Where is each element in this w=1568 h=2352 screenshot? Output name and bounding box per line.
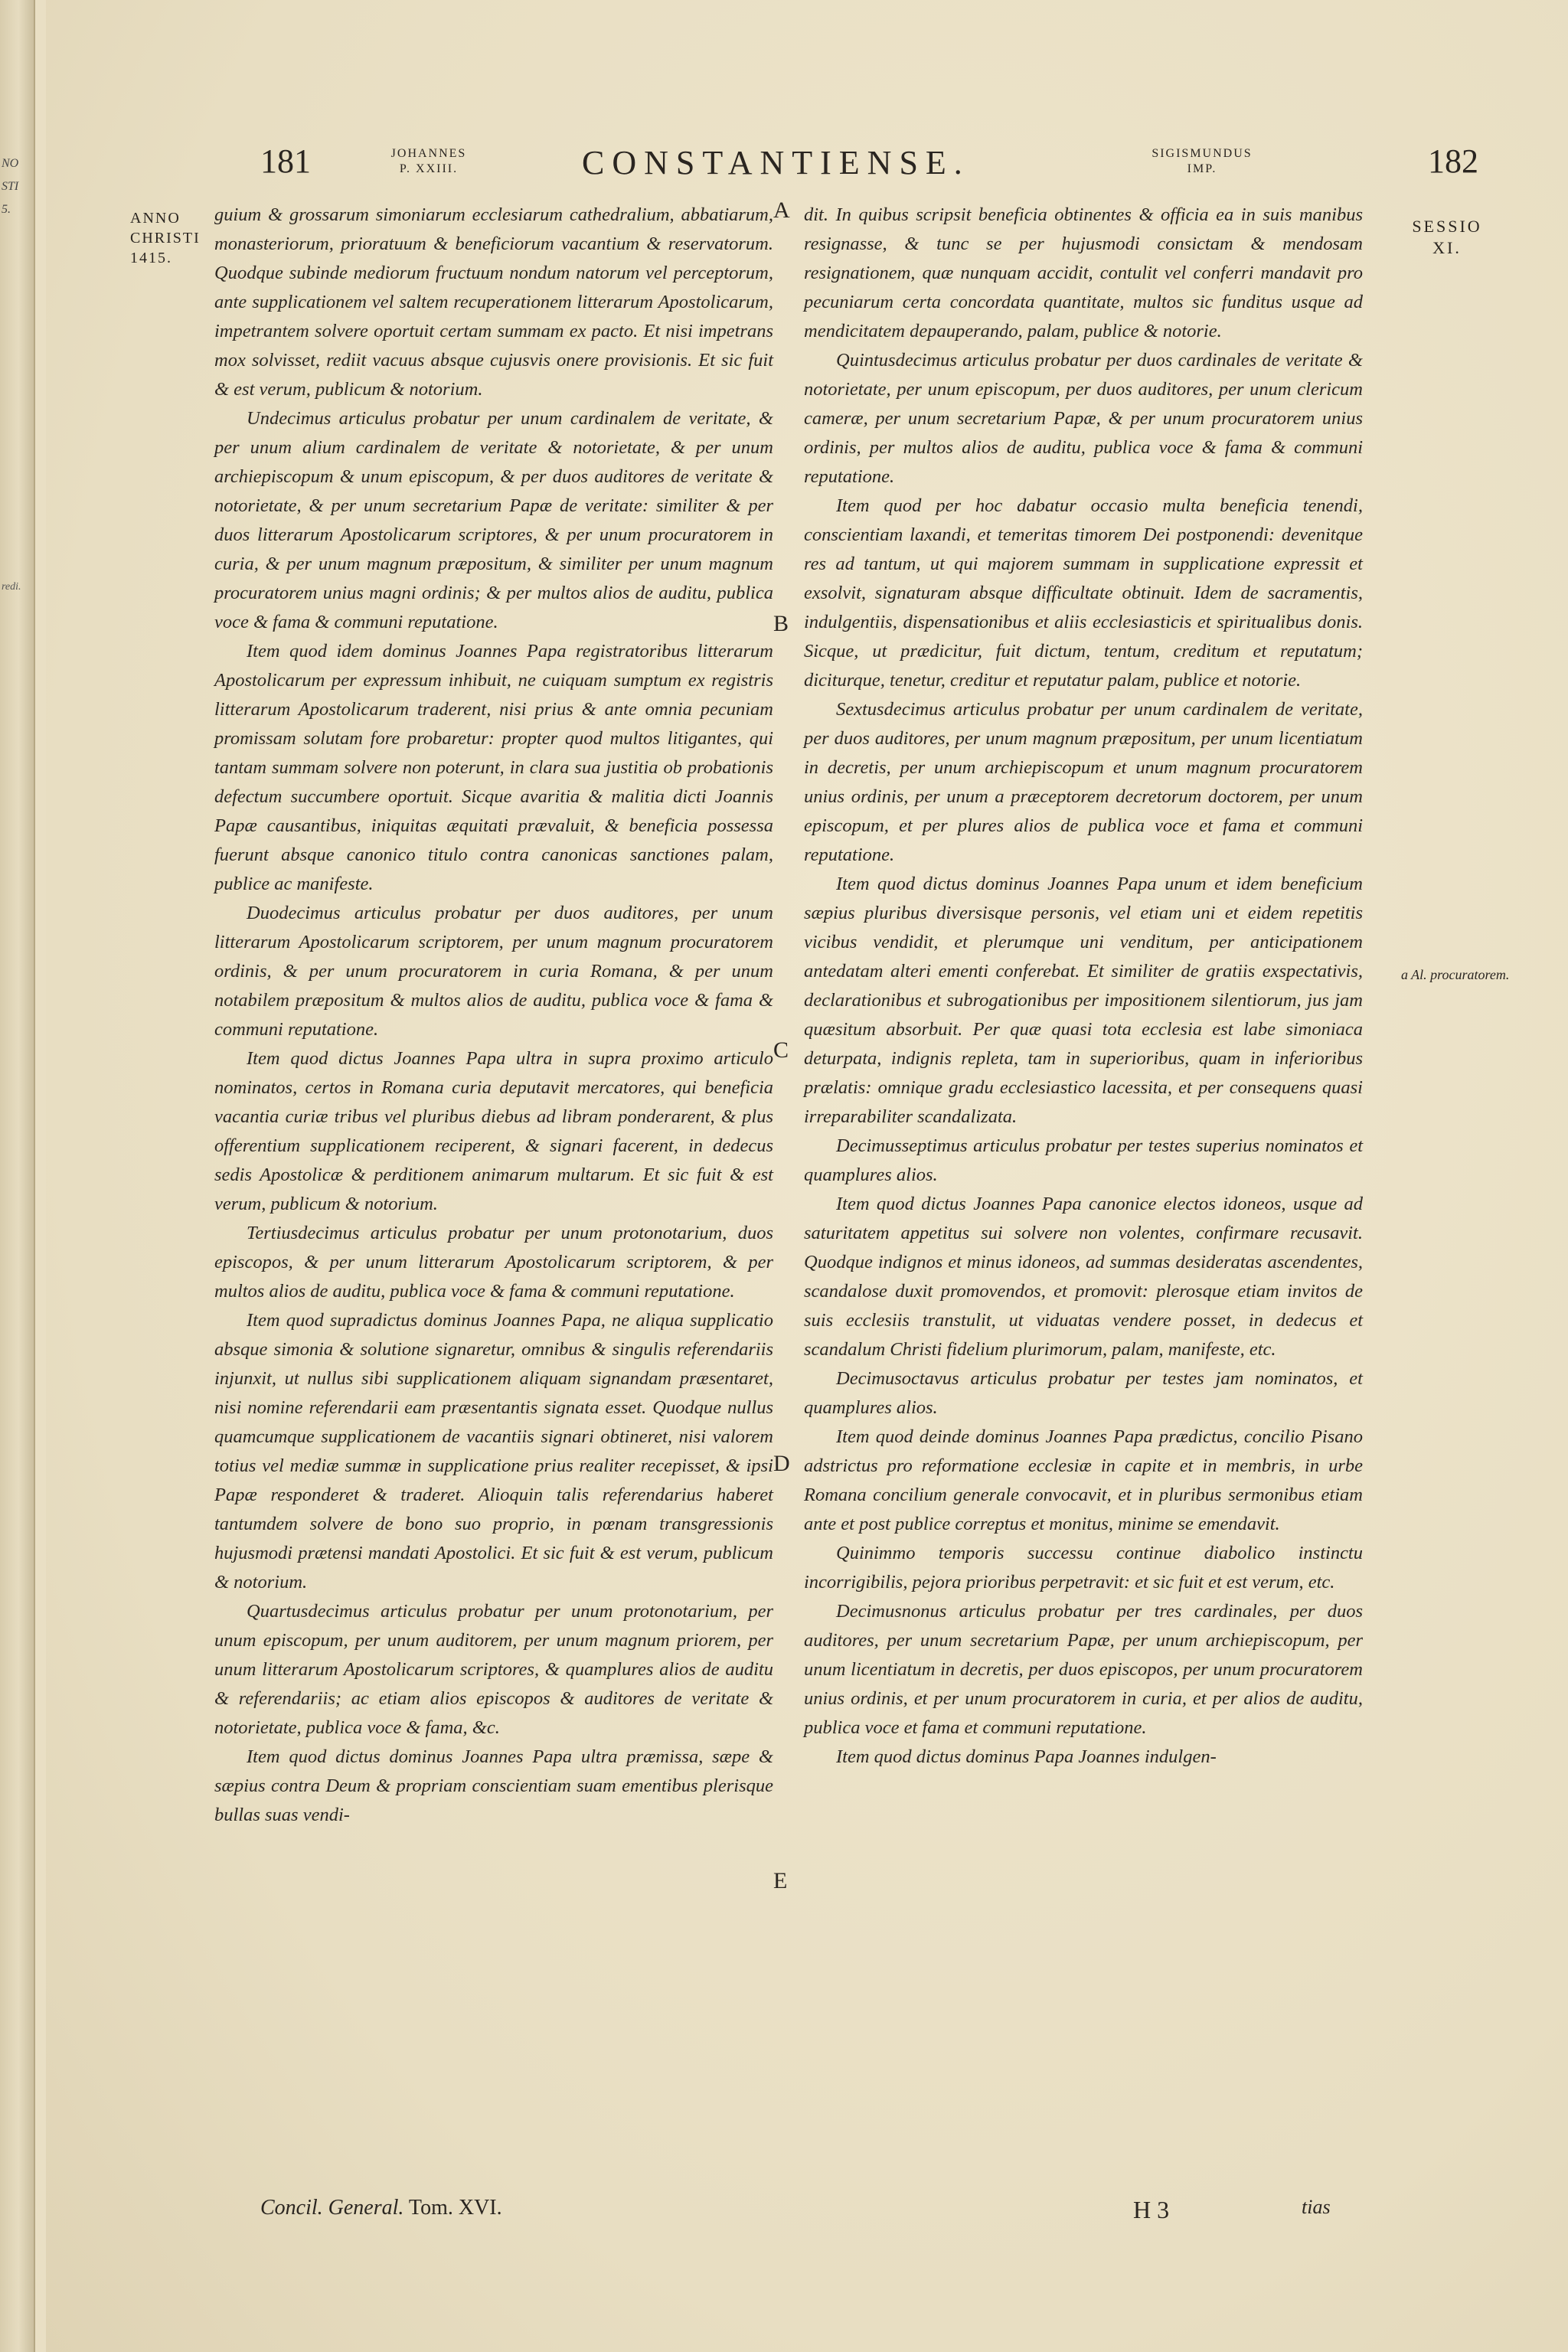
paragraph: Decimusseptimus articulus probatur per testes superius nominatos et quamplures alios. <box>804 1135 1363 1185</box>
anno-line-2: CHRISTI <box>130 230 201 247</box>
margin-footnote: a Al. procuratorem. <box>1401 967 1510 982</box>
paragraph: Undecimus articulus probatur per unum cardinalem de veritate, & per unum alium cardinalem de veritate & notorietate, & per unum archiepiscopum & unum episcopum, & per duos auditores de veritate & notorietate, & per unum secretarium Papæ de veritate: similiter & per duos litterarum Apostolicarum scriptores, & per unum procuratorem in curia, & per unum magnum præpositum, & similiter per unum magnum procuratorem unius magni ordinis; & per multos alios de auditu, publica voce & fama & communi reputatione. <box>214 408 773 632</box>
book-page <box>46 0 1568 2352</box>
signature-label: Concil. General. <box>260 2196 404 2220</box>
page-number-right: 182 <box>1428 142 1478 180</box>
strip-text-1: NO <box>2 157 19 170</box>
page-number-left: 181 <box>260 142 311 180</box>
paragraph: Item quod idem dominus Joannes Papa registratoribus litterarum Apostolicarum per expressum inhibuit, ne cuiquam sumptum ex registris litterarum Apostolicarum traderent, nisi prius & ante omnia pecuniam promissam solutam fore probaretur: propter quod multos litigantes, qui tantam summam solvere non poterunt, in clara sua justitia ob probationis defectum succumbere oportuit. Sicque avaritia & malitia dicti Joannis Papæ causantibus, iniquitas æquitati prævaluit, & beneficia possessa fuerunt absque canonico titulo contra canonicas sanctiones palam, publice ac manifeste. <box>214 641 773 894</box>
left-column <box>214 201 773 1830</box>
paragraph: Quintusdecimus articulus probatur per duos cardinales de veritate & notorietate, per unum episcopum, per duos auditores, per unum clericum cameræ, per unum secretarium Papæ, & per unum procuratorem unius ordinis, per multos alios de auditu, publica voce & fama & communi reputatione. <box>804 350 1363 487</box>
running-header <box>214 142 1478 195</box>
paragraph: Duodecimus articulus probatur per duos auditores, per unum litterarum Apostolicarum scriptorem, per unum magnum procuratorem ordinis, & per unum procuratorem in curia Romana, & per unum notabilem præpositum & multos alios de auditu, publica voce & fama & communi reputatione. <box>214 903 773 1040</box>
signature-tome: Tom. XVI. <box>408 2196 502 2220</box>
paragraph: dit. In quibus scripsit beneficia obtinentes & officia ea in suis manibus resignasse, & tunc se per hujusmodi consictam & mendosam resignationem, quæ nunquam accidit, contulit vel conferri mandavit pro pecuniarum certa concordata quantitate, multos sic funditus usque ad mendicitatem depauperando, palam, publice & notorie. <box>804 204 1363 341</box>
runner-right <box>1118 146 1286 177</box>
runner-left-bottom: P. XXIII. <box>399 162 459 175</box>
page-title: CONSTANTIENSE. <box>582 144 970 181</box>
sessio-line-1: SESSIO <box>1412 217 1482 236</box>
anno-line-3: 1415. <box>130 250 172 266</box>
paragraph: Item quod per hoc dabatur occasio multa beneficia tenendi, conscientiam laxandi, et temeritas timorem Dei postponendi: devenitque res ad tantum, ut qui majorem summam in supplicatione expressit et exsolvit, signaturam absque difficultate obtinuit. Idem de sacramentis, indulgentiis, dispensationibus et aliis ecclesiasticis et spiritualibus donis. Sicque, ut prædicitur, fuit dictum, tentum, creditum et reputatum; diciturque, tenetur, creditur et reputatur palam, publice et notorie. <box>804 495 1363 691</box>
margin-letter-d: D <box>773 1451 790 1476</box>
margin-letter-a: A <box>773 198 790 223</box>
paragraph: Item quod dictus dominus Joannes Papa ultra præmissa, sæpe & sæpius contra Deum & propriam conscientiam suam ementibus plerisque bullas suas vendi- <box>214 1746 773 1825</box>
paragraph: Item quod supradictus dominus Joannes Papa, ne aliqua supplicatio absque simonia & solutione signaretur, omnibus & singulis referendariis injunxit, ut nullus sibi supplicationem aliquam signandam præsentaret, nisi nomine referendarii eam præsentantis signata esset. Quodque nullus quamcumque supplicationem de vacantiis signari obtineret, nisi valorem totius vel mediæ summæ in supplicatione prius realiter recepisset, & ipsi Papæ responderet & traderet. Alioquin talis referendarius haberet tantumdem solvere de bono suo proprio, in pœnam transgressionis hujusmodi prætensi mandati Apostolici. Et sic fuit & est verum, publicum & notorium. <box>214 1310 773 1592</box>
runner-left <box>368 146 490 177</box>
adjacent-page-edge <box>0 0 35 2352</box>
strip-text-3: 5. <box>2 203 11 216</box>
signature-line <box>260 2196 502 2220</box>
paragraph: Item quod dictus Joannes Papa canonice electos idoneos, usque ad saturitatem appetitus sui solvere non volentes, confirmare recusavit. Quodque indignos et minus idoneos, ad summas desideratas ascendentes, scandalose duxit promovendos, et promovit: plerosque etiam invitos de suis ecclesiis transtulit, ut viduatas vendere posset, in dedecus et scandalum Christi fidelium plurimorum, palam, manifeste, etc. <box>804 1194 1363 1360</box>
paragraph: Item quod deinde dominus Joannes Papa prædictus, concilio Pisano adstrictus pro reformatione ecclesiæ in capite et in membris, in urbe Romana concilium generale convocavit, et in pluribus sermonibus etiam ante et post publice correptus et monitus, minime se emendavit. <box>804 1426 1363 1534</box>
margin-letter-c: C <box>773 1037 789 1063</box>
margin-letter-b: B <box>773 611 789 636</box>
paragraph: Quartusdecimus articulus probatur per unum protonotarium, per unum episcopum, per unum auditorem, per unum magnum priorem, per unum litterarum Apostolicarum scriptores, & quamplures alios de auditu & referendariis; ac etiam alios episcopos & auditores de veritate & notorietate, publica voce & fama, &c. <box>214 1601 773 1738</box>
paragraph: Decimusnonus articulus probatur per tres cardinales, per duos auditores, per unum secretarium Papæ, per unum archiepiscopum, per unum licentiatum in decretis, per duos episcopos, per unum procuratorem unius ordinis, et per unum procuratorem in curia, et per alios de auditu, publica voce et fama et communi reputatione. <box>804 1601 1363 1738</box>
strip-text-2: STI <box>2 180 19 193</box>
runner-right-bottom: IMP. <box>1187 162 1217 175</box>
runner-left-top: JOHANNES <box>390 147 467 160</box>
runner-right-top: SIGISMUNDUS <box>1152 147 1253 160</box>
right-column <box>804 201 1363 1772</box>
signature-mark: H 3 <box>1133 2196 1170 2223</box>
margin-letter-e: E <box>773 1868 788 1893</box>
anno-christi-note <box>130 208 214 268</box>
paragraph: Item quod dictus Joannes Papa ultra in supra proximo articulo nominatos, certos in Romana curia deputavit mercatores, qui beneficia vacantia curiæ tribus vel pluribus diebus ad libram ponderarent, & plus offerentium supplicationem reciperent, & signari facerent, in dedecus sedis Apostolicæ & perditionem animarum multarum. Et sic fuit & est verum, publicum & notorium. <box>214 1048 773 1214</box>
sessio-line-2: XI. <box>1432 238 1462 257</box>
strip-text-4: redi. <box>2 581 21 593</box>
paragraph: Item quod dictus dominus Papa Joannes indulgen- <box>836 1746 1217 1767</box>
paragraph: Sextusdecimus articulus probatur per unum cardinalem de veritate, per duos auditores, per unum magnum præpositum, per unum licentiatum in decretis, per unum archiepiscopum et unum magnum procuratorem unius ordinis, per unum a præceptorem decretorum doctorem, per unum episcopum, et per plures alios de publica voce et fama et communi reputatione. <box>804 699 1363 865</box>
paragraph: Tertiusdecimus articulus probatur per unum protonotarium, duos episcopos, & per unum litterarum Apostolicarum scriptorem, & per multos alios de auditu, publica voce & fama & communi reputatione. <box>214 1223 773 1302</box>
paragraph: Decimusoctavus articulus probatur per testes jam nominatos, et quamplures alios. <box>804 1368 1363 1418</box>
anno-line-1: ANNO <box>130 210 181 227</box>
catchword: tias <box>1302 2196 1331 2218</box>
paragraph: guium & grossarum simoniarum ecclesiarum cathedralium, abbatiarum, monasteriorum, prioratuum & beneficiorum vacantium & reservatorum. Quodque subinde mediorum fructuum nondum natorum vel perceptorum, ante supplicationem vel saltem recuperationem litterarum Apostolicarum, impetrantem solvere oportuit certam summam ex pacto. Et nisi impetrans mox solvisset, rediit vacuus absque cujusvis onere provisionis. Et sic fuit & est verum, publicum & notorium. <box>214 204 773 400</box>
paragraph: Quinimmo temporis successu continue diabolico instinctu incorrigibilis, pejora prioribus perpetravit: et sic fuit et est verum, etc. <box>804 1543 1363 1592</box>
paragraph: Item quod dictus dominus Joannes Papa unum et idem beneficium sæpius pluribus diversisque personis, vel etiam uni et eidem repetitis vicibus vendidit, et plerumque uni venditum, per anticipationem antedatam alteri ementi conferebat. Et similiter de gratiis exspectativis, declarationibus et subrogationibus per impositionem silentiorum, jus jam quæsitum absorbuit. Per quæ quasi tota ecclesia est labe simoniaca deturpata, indignis repleta, tam in superioribus, quam in inferioribus prælatis: omnique gradu ecclesiastico lacessita, et per consequens quasi irreparabiliter scandalizata. <box>804 874 1363 1127</box>
sessio-note <box>1401 216 1493 259</box>
